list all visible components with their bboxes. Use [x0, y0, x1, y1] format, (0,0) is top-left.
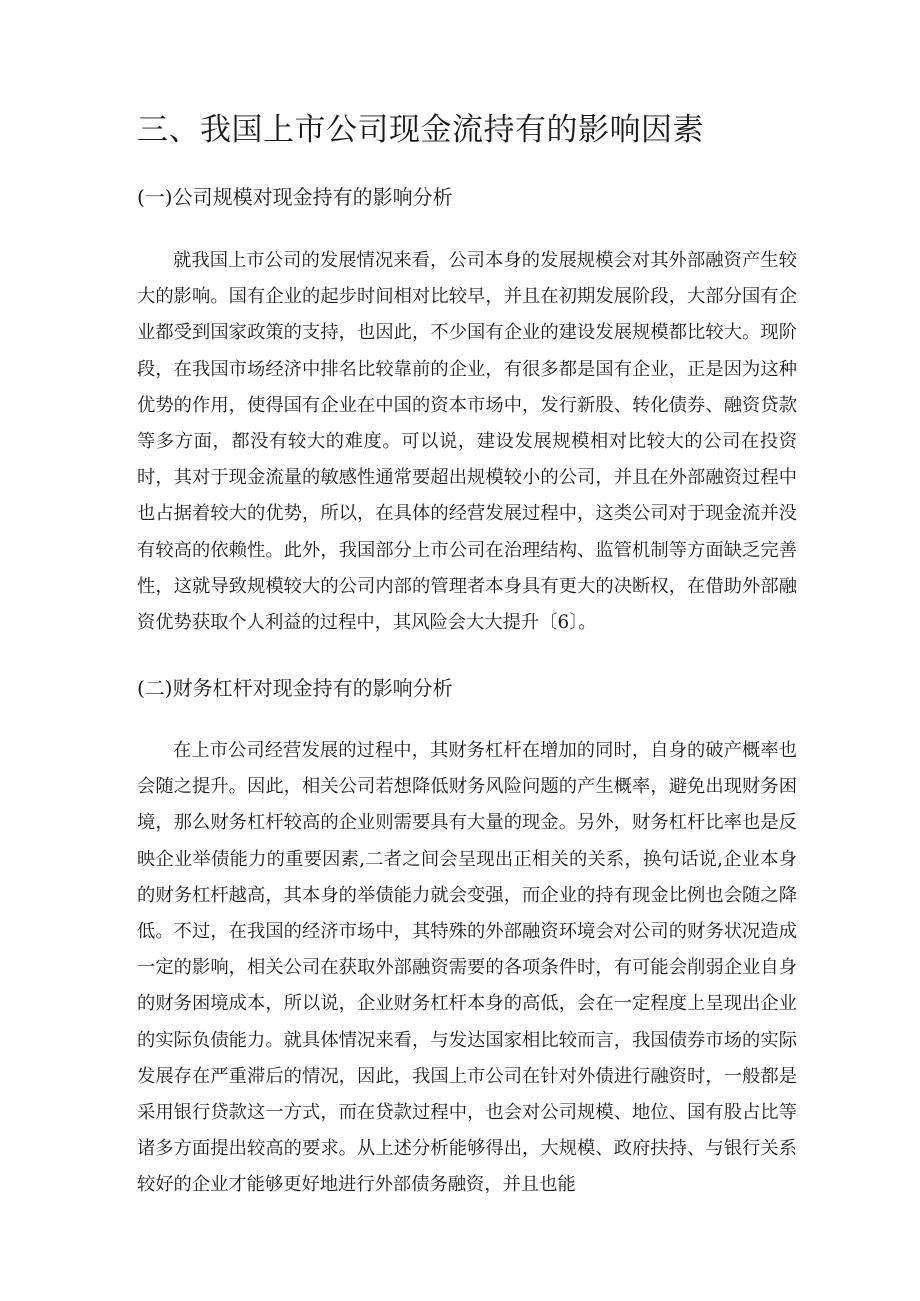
paragraph-company-size: 就我国上市公司的发展情况来看，公司本身的发展规模会对其外部融资产生较大的影响。国有企业的起步时间相对比较早，并且在初期发展阶段，大部分国有企业都受到国家政策的支持，也因此，不少国有企业的建设发展规模都比较大。现阶段，在我国市场经济中排名比较靠前的企业，有很多都是国有企业，正是因为这种优势的作用，使得国有企业在中国的资本市场中，发行新股、转化债券、融资贷款等多方面，都没有较大的难度。可以说，建设发展规模相对比较大的公司在投资时，其对于现金流量的敏感性通常要超出规模较小的公司，并且在外部融资过程中也占据着较大的优势，所以，在具体的经营发展过程中，这类公司对于现金流并没有较高的依赖性。此外，我国部分上市公司在治理结构、监管机制等方面缺乏完善性，这就导致规模较大的公司内部的管理者本身具有更大的决断权，在借助外部融资优势获取个人利益的过程中，其风险会大大提升〔6〕。	[137, 250, 797, 634]
page-title: 三、我国上市公司现金流持有的影响因素	[137, 112, 704, 148]
section-heading-company-size: (一)公司规模对现金持有的影响分析	[137, 185, 453, 209]
paragraph-financial-leverage: 在上市公司经营发展的过程中，其财务杠杆在增加的同时，自身的破产概率也会随之提升。因此，相关公司若想降低财务风险问题的产生概率，避免出现财务困境，那么财务杠杆较高的企业则需要具有大量的现金。另外，财务杠杆比率也是反映企业举债能力的重要因素,二者之间会呈现出正相关的关系，换句话说,企业本身的财务杠杆越高，其本身的举债能力就会变强，而企业的持有现金比例也会随之降低。不过，在我国的经济市场中，其特殊的外部融资环境会对公司的财务状况造成一定的影响，相关公司在获取外部融资需要的各项条件时，有可能会削弱企业自身的财务困境成本，所以说，企业财务杠杆本身的高低，会在一定程度上呈现出企业的实际负债能力。就具体情况来看，与发达国家相比较而言，我国债券市场的实际发展存在严重滞后的情况，因此，我国上市公司在针对外债进行融资时，一般都是采用银行贷款这一方式，而在贷款过程中，也会对公司规模、地位、国有股占比等诸多方面提出较高的要求。从上述分析能够得出，大规模、政府扶持、与银行关系较好的企业才能够更好地进行外部债务融资，并且也能	[137, 740, 797, 1196]
section-heading-financial-leverage: (二)财务杠杆对现金持有的影响分析	[137, 676, 453, 700]
